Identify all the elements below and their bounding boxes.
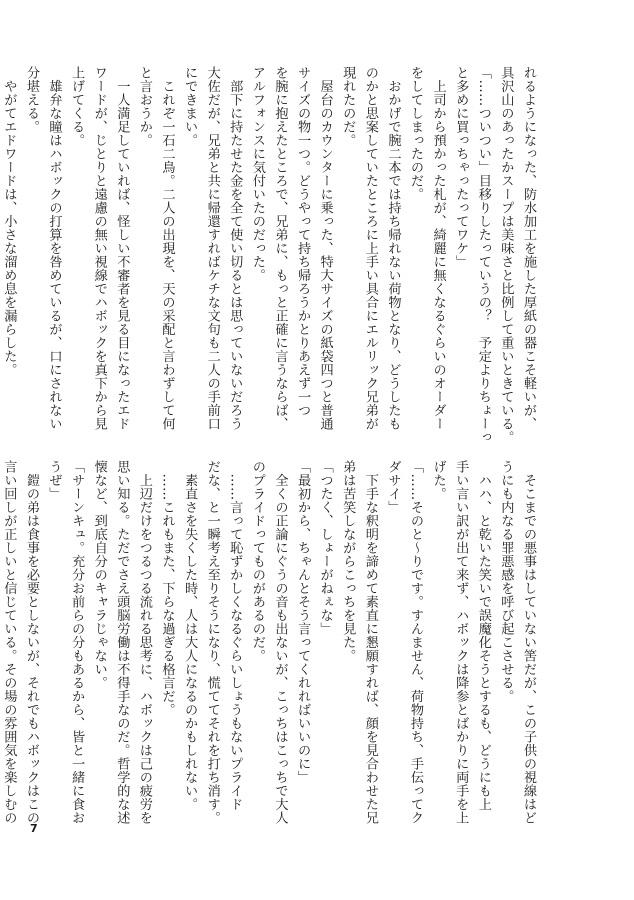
- text-line: 「……ついつい」目移りしたっていうの？ 予定よりちょーっ: [475, 66, 491, 444]
- text-line: おかげで腕二本では持ち帰れない荷物となり、どうしたも: [385, 66, 401, 431]
- text-line: 全くの正論にぐうの音も出ないが、こっちはこっちで大人: [272, 460, 288, 825]
- text-line: ワードが、じとりと遠慮の無い視線でハボックを真下から見: [91, 66, 107, 431]
- text-line: 現れたのだ。: [340, 66, 356, 147]
- text-line: 具沢山のあったかスープは美味さと比例して重いときている。: [498, 66, 514, 444]
- text-line: 分堪える。: [23, 66, 39, 134]
- text-line: 大佐だが、兄弟と共に帰還すればケチな文句も二人の手前口: [204, 66, 220, 431]
- text-line: 「つたく、しょーがねぇな」: [317, 460, 333, 636]
- text-line: やがてエドワードは、小さな溜め息を漏らした。: [1, 66, 17, 377]
- text-line: 上辺だけをつるつる流れる思考に、ハボックは己の疲労を: [136, 460, 152, 825]
- text-line: ……言って恥ずかしくなるぐらいしょうもないプライド: [227, 460, 243, 811]
- text-line: 手い言い訳が出て来ず、ハボックは降参とばかりに両手を上: [453, 460, 469, 825]
- text-line: 言い回しが正しいと信じている。その場の雰囲気を楽しむの: [1, 460, 17, 825]
- text-line: げた。: [430, 460, 446, 501]
- text-line: だな、と一瞬考え至りそうになり、慌ててそれを打ち消す。: [204, 460, 220, 825]
- text-line: 一人満足していれば、怪しい不審者を見る目になったエド: [114, 66, 130, 431]
- text-line: 素直さを失くした時、人は大人になるのかもしれない。: [182, 460, 198, 811]
- text-line: 下手な釈明を諦めて素直に懇願すれば、顔を見合わせた兄: [362, 460, 378, 825]
- text-line: を腕に抱えたところで、兄弟に、もっと正確に言うならば、: [272, 66, 288, 431]
- lower-text-block: [1, 460, 539, 825]
- text-line: サイズの物一つ。どうやって持ち帰ろうかとりあえず一つ: [295, 66, 311, 417]
- text-line: をしてしまったのだ。: [408, 66, 424, 201]
- text-line: 「……そのと～りです。すんません、荷物持ち、手伝ってク: [408, 460, 424, 825]
- text-line: のかと思案していたところに上手い具合にエルリック兄弟が: [362, 66, 378, 431]
- text-line: アルフォンスに気付いたのだった。: [249, 66, 265, 282]
- text-line: 上司から預かった札が、綺麗に無くなるぐらいのオーダー: [430, 66, 446, 431]
- text-line: 「最初から、ちゃんとそう言ってくれればいいのに」: [295, 460, 311, 784]
- text-line: うにも内なる罪悪感を呼び起こさせる。: [498, 460, 514, 703]
- text-line: のプライドってものがあるのだ。: [249, 460, 265, 663]
- text-line: 上げてくる。: [69, 66, 85, 147]
- text-line: れるようになった、防水加工を施した厚紙の器こそ軽いが、: [521, 66, 536, 431]
- text-line: と多めに買っちゃったってワケ」: [453, 66, 469, 269]
- text-line: 鎧の弟は食事を必要としないが、それでもハボックはこの: [23, 460, 39, 825]
- text-line: 屋台のカウンターに乗った、特大サイズの紙袋四つと普通: [317, 66, 333, 431]
- text-line: 雄弁な瞳はハボックの打算を咎めているが、口にされない: [46, 66, 62, 431]
- text-line: ハハ、と乾いた笑いで誤魔化そうとするも、どうにも上: [475, 460, 491, 811]
- text-line: ……これもまた、下らな過ぎる格言だ。: [159, 460, 175, 717]
- text-line: ダサイ」: [385, 460, 401, 514]
- text-line: 部下に持たせた金を全て使い切るとは思っていないだろう: [227, 66, 243, 431]
- text-line: と言おうか。: [136, 66, 152, 147]
- text-line: うぜ」: [46, 460, 62, 501]
- page-number: 7: [30, 822, 38, 835]
- text-line: 懐など、到底自分のキャラじゃない。: [91, 460, 107, 690]
- text-line: にできまい。: [182, 66, 198, 147]
- text-line: 弟は苦笑しながらこっちを見た。: [340, 460, 356, 663]
- text-line: 「サーンキュ。充分お前らの分もあるから、皆と一緒に食お: [69, 460, 85, 825]
- upper-text-block: [1, 66, 539, 444]
- text-line: これぞ一石二鳥。二人の出現を、天の采配と言わずして何: [159, 66, 175, 431]
- text-line: そこまでの悪事はしていない筈だが、この子供の視線はど: [521, 460, 536, 825]
- text-line: 思い知る。ただでさえ頭脳労働は不得手なのだ。哲学的な述: [114, 460, 130, 825]
